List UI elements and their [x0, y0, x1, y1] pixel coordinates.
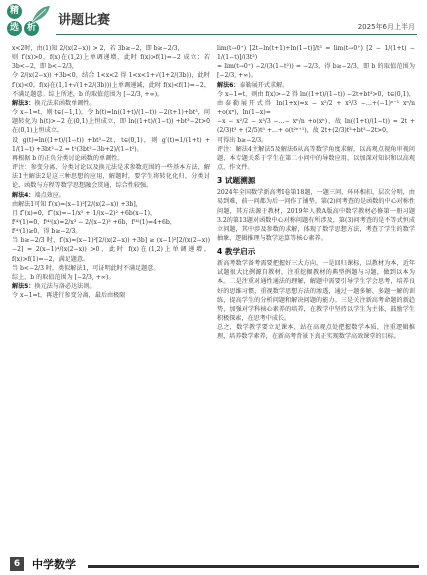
section-title: 讲题比赛	[58, 13, 111, 28]
body-paragraph: 令 x−1=t，则由 f(x)>−2 得 ln((1+t)/(1−t)) −2t+bt³>0，t∈(0,1)，由泰勒展开式得 ln(1+x)=x − x²/2 + x³/3 −…+(−1)ⁿ⁻¹ xⁿ/n +o(xⁿ)，ln(1−x)=	[217, 90, 415, 117]
solution-text: 换元法与洛必达法则。	[34, 283, 96, 291]
logo-char: 精	[7, 4, 22, 19]
solution-method-paragraph	[217, 81, 415, 90]
body-paragraph: f⁽⁴⁾(1)≥0，得 b≥−2/3。	[12, 228, 82, 236]
body-paragraph: 设 g(t)=ln((1+t)/(1−t)) +bt³−2t，t∈(0,1)，则 g′(t)=1/(1+t) + 1/(1−t) +3bt²−2 = t²(3bt²−3b+2)/(1−t²)。	[12, 136, 210, 153]
body-paragraph: 令 x−1=t，再进行参变分离，最后由极限	[12, 292, 126, 300]
solution-text: 端点效应。	[34, 191, 65, 199]
solution-text: 泰勒展开式求解。	[239, 81, 289, 89]
body-paragraph: 综上，b 的取值范围为 [−2/3, +∞)。	[12, 273, 115, 281]
magazine-name: 中学数学	[32, 558, 76, 571]
body-paragraph: 总之，数学教学要立足课本，站在高观点处把握数学本质，注重逻辑推理，培养数学素养，在新高考背景下真正实现数学高效课堂的目标。	[217, 324, 415, 341]
body-paragraph: 令 2/(x(2−x)) +3b<0，结合 1<x<2 得 1<x<1+√(1+2/(3b))，此时 f′(x)<0，f(x)在(1,1+√(1+2/(3b)))上单调递减，此时 f(x)<f(1)=−2，不满足题意。综上所述，b 的取值范围为 [−2/3, +∞)。	[12, 72, 210, 98]
body-paragraph: 则 f′(x)>0，f(x)在(1,2)上单调递增，此时 f(x)>f(1)=−2 成立；若 3b<−2，即 b<−2/3，	[12, 54, 210, 71]
body-paragraph: 新高考数学备考需要把握好三大方向，一是回归课标，以教材为本，近年试题很大比例源自教材，注重挖掘教材的典型例题与习题，做到以本为本。二是注重对通性通法的理解，解题中需要引导学生学会思考，培养良好的思维习惯，重视数学思想方法的渗透，通过一题多解、多题一解的训练，提高学生的分析问题和解决问题的能力。三是关注新高考命题的新趋势，加强对学科核心素养的培养，在教学中坚持以学生为主体，鼓励学生积极探索，在思考中成长。	[217, 260, 415, 323]
solution-text: 换元法求函数单调性。	[34, 99, 96, 107]
body-paragraph: 再根据 b 的正负分类讨论函数的单调性。	[12, 154, 124, 162]
solution-method-paragraph	[12, 282, 210, 291]
solution-method-paragraph	[12, 191, 210, 200]
issue-date: 2025年6月上半月	[357, 23, 415, 31]
body-paragraph: f⁽⁴⁾(1)=0，f⁽⁴⁾(x)=2/x³ − 2/(x−2)³ +6b，f⁽⁴⁾(1)=4+6b，	[12, 218, 176, 226]
solution-method-paragraph	[12, 99, 210, 108]
page-footer	[0, 553, 427, 575]
page-number: 6	[10, 557, 24, 571]
column-logo	[4, 4, 56, 38]
footer-divider	[88, 565, 419, 568]
header-divider	[56, 34, 417, 35]
body-paragraph: 当 b<−2/3 时，类似解法1，可证明此时不满足题意。	[12, 264, 160, 272]
solution-label: 解法4：	[12, 191, 35, 199]
body-paragraph: 当 b≥−2/3 时，f′(x)=(x−1)²[2/(x(2−x)) +3b] ≥ (x−1)²[2/(x(2−x)) −2] = 2(x−1)⁴/(x(2−x)) >0，此时 f(x)在(1,2)上单调递增，f(x)>f(1)=−2，满足题意。	[12, 237, 210, 263]
body-paragraph: 评注：参变分离、分类讨论以及换元法是求参数范围的一些基本方法，解法1主解法2是这三种思想的应用，解题时，要学生将转化化归、分类讨论、函数与方程等数学思想融会贯通，综合性较强。	[12, 164, 210, 190]
body-paragraph: 评注：解法4主解法5及解法6从高等数学角度求解，以高观点视角审视问题，本专题关系于学生在第二小问中的导数应用，以加深对知识和以高观点，作文件。	[217, 145, 415, 172]
section-heading: 3 试题溯源	[217, 176, 256, 186]
body-paragraph: 且 f″(x)=0，f‴(x)=−1/x² + 1/(x−2)² +6b(x−1)，	[12, 209, 157, 217]
left-column	[12, 44, 210, 300]
leaf-icon	[30, 4, 52, 24]
body-paragraph: lim(t→0⁺) [2t−ln(t+1)+ln(1−t)]/t³ = lim(t→0⁺) [2 − 1/(1+t) − 1/(1−t)]/(3t²)	[217, 45, 415, 62]
page-header	[0, 0, 427, 40]
body-paragraph: = lim(t→0⁺) −2/(3(1−t²)) = −2/3，得 b≥−2/3，即 b 的取值范围为 [−2/3, +∞)。	[217, 63, 415, 80]
solution-label: 解法3：	[12, 99, 35, 107]
body-paragraph: 2024年全国数学新高考Ⅰ卷第18题，一题三问，环环相扣，层次分明，由易到难，前一问都为后一问作了铺垫。第(2)问考查的是函数的中心对称性问题，其方法源于教材，2019年人教A版高中数学教材必修第一册习题3.2的第13题对函数中心对称问题有所涉及，第(3)问考查的是不等式恒成立问题，其中涉及参数的求解，体现了数学思想方法，考查了学生的数学抽象、逻辑推理与数学运算等核心素养。	[217, 189, 415, 242]
solution-label: 解法6：	[217, 81, 240, 89]
logo-char: 析	[24, 21, 39, 36]
right-column	[217, 44, 415, 342]
section-heading: 4 教学启示	[217, 247, 256, 257]
body-paragraph: 由解法1可知 f′(x)=(x−1)²[2/(x(2−x)) +3b]，	[12, 200, 142, 208]
body-paragraph: x<2时，由(1)知 2/(x(2−x)) > 2，若 3b≥−2，即 b≥−2/3，	[12, 45, 184, 52]
body-paragraph: 可得出 b≥−2/3。	[217, 136, 268, 144]
solution-label: 解法5：	[12, 283, 35, 291]
body-paragraph: 令 x−1=t，则 t∈(−1,1)，令 h(t)=ln((1+t)/(1−t)) −2(t+1)+bt³，问题转化为 h(t)>−2 在(0,1)上恒成立，即 ln((1+t)/(1−t)) +bt³−2t>0 在(0,1)上恒成立。	[12, 109, 210, 135]
logo-char: 选	[7, 21, 22, 36]
body-paragraph: −x − x²/2 − x³/3 −…− xⁿ/n +o(xⁿ)，故 ln((1+t)/(1−t)) = 2t + (2/3)t³ + (2/5)t⁵ +…+ o(t²ⁿ⁺¹)，故 2t+(2/3)t³+bt³−2t>0，	[217, 118, 415, 135]
